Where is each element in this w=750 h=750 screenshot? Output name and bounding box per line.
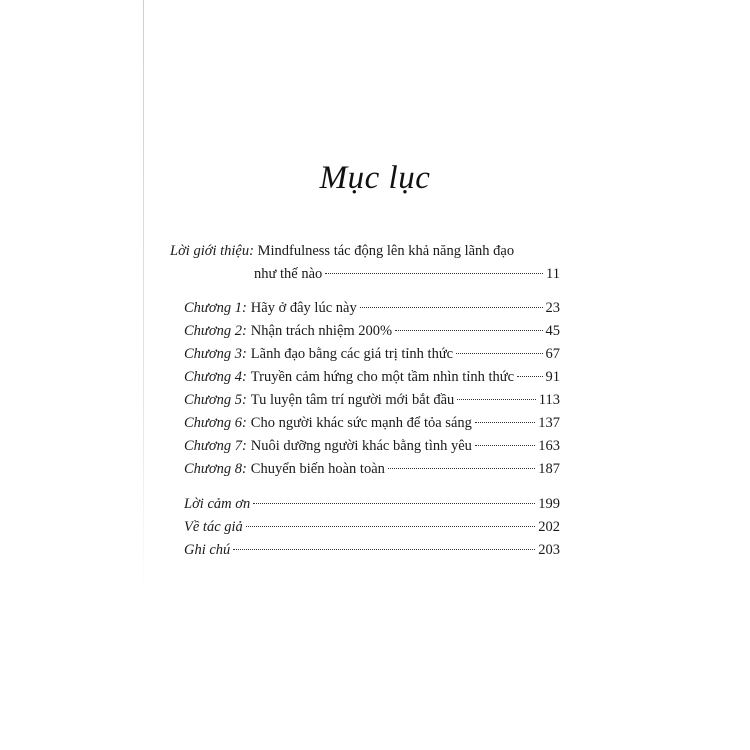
page-edge-line xyxy=(143,0,144,595)
toc-entry-back-matter xyxy=(170,539,560,562)
toc-entry-page: 199 xyxy=(538,496,560,512)
leader-dots xyxy=(475,445,535,446)
toc-entry-label: Chương 3: xyxy=(184,346,247,362)
toc-entry-chapter xyxy=(170,366,560,389)
toc-entry-page: 137 xyxy=(538,415,560,431)
toc-entry-page: 11 xyxy=(546,266,560,282)
toc-entry-chapter xyxy=(170,435,560,458)
leader-dots xyxy=(517,376,542,377)
leader-dots xyxy=(253,503,535,504)
leader-dots xyxy=(325,273,543,274)
toc-entry-title: Cho người khác sức mạnh để tỏa sáng xyxy=(250,415,472,431)
page-title: Mục lục xyxy=(319,160,431,196)
toc-entry-label: Chương 6: xyxy=(184,415,247,431)
toc-entry-title: Hãy ở đây lúc này xyxy=(250,300,357,316)
toc-entry-back-matter xyxy=(170,493,560,516)
leader-dots xyxy=(456,353,542,354)
leader-dots xyxy=(388,468,535,469)
toc-entry-label: Chương 2: xyxy=(184,323,247,339)
toc-entry-title: Mindfulness tác động lên khả năng lãnh đạo xyxy=(257,243,515,259)
toc-entry-title: Tu luyện tâm trí người mới bắt đầu xyxy=(250,392,455,408)
leader-dots xyxy=(457,399,536,400)
toc-entry-page: 203 xyxy=(538,542,560,558)
toc-entry-title: Nhận trách nhiệm 200% xyxy=(250,323,393,339)
leader-dots xyxy=(360,307,543,308)
toc-entry-page: 202 xyxy=(538,519,560,535)
leader-dots xyxy=(475,422,535,423)
toc-entry-page: 187 xyxy=(538,461,560,477)
toc-entry-title-cont: như thế nào xyxy=(254,266,323,282)
toc-entry-title: Nuôi dưỡng người khác bằng tình yêu xyxy=(250,438,472,454)
toc-entry-page: 113 xyxy=(538,392,560,408)
toc-entry-page: 45 xyxy=(545,323,560,339)
toc-entry-label: Chương 5: xyxy=(184,392,247,408)
toc-entry-title: Chuyển biến hoàn toàn xyxy=(250,461,385,477)
toc-entry-label: Chương 8: xyxy=(184,461,247,477)
toc-entry-page: 67 xyxy=(545,346,560,362)
toc-entry-chapter xyxy=(170,412,560,435)
toc-entry-label: Lời cảm ơn xyxy=(184,496,251,512)
toc-entry-page: 91 xyxy=(545,369,560,385)
toc-entry-page: 23 xyxy=(545,300,560,316)
leader-dots xyxy=(246,526,535,527)
toc-entry-label: Chương 4: xyxy=(184,369,247,385)
toc-entry-page: 163 xyxy=(538,438,560,454)
toc-entry-chapter xyxy=(170,343,560,366)
toc-entry-label: Chương 1: xyxy=(184,300,247,316)
back-matter-list xyxy=(170,493,560,562)
toc-entry-title: Lãnh đạo bằng các giá trị tỉnh thức xyxy=(250,346,454,362)
toc-entry-chapter xyxy=(170,389,560,412)
toc-entry-chapter xyxy=(170,458,560,481)
toc-entry-back-matter xyxy=(170,516,560,539)
toc-entry-label: Lời giới thiệu: xyxy=(170,243,254,259)
chapter-list xyxy=(170,297,560,481)
toc-entry-label: Về tác giả xyxy=(184,519,243,535)
leader-dots xyxy=(233,549,535,550)
toc-entry-intro xyxy=(170,240,560,286)
toc-entry-title: Truyền cảm hứng cho một tầm nhìn tỉnh thức xyxy=(250,369,515,385)
toc-entry-label: Ghi chú xyxy=(184,542,231,558)
table-of-contents xyxy=(170,240,560,562)
leader-dots xyxy=(395,330,542,331)
toc-entry-label: Chương 7: xyxy=(184,438,247,454)
toc-entry-chapter xyxy=(170,297,560,320)
toc-entry-chapter xyxy=(170,320,560,343)
